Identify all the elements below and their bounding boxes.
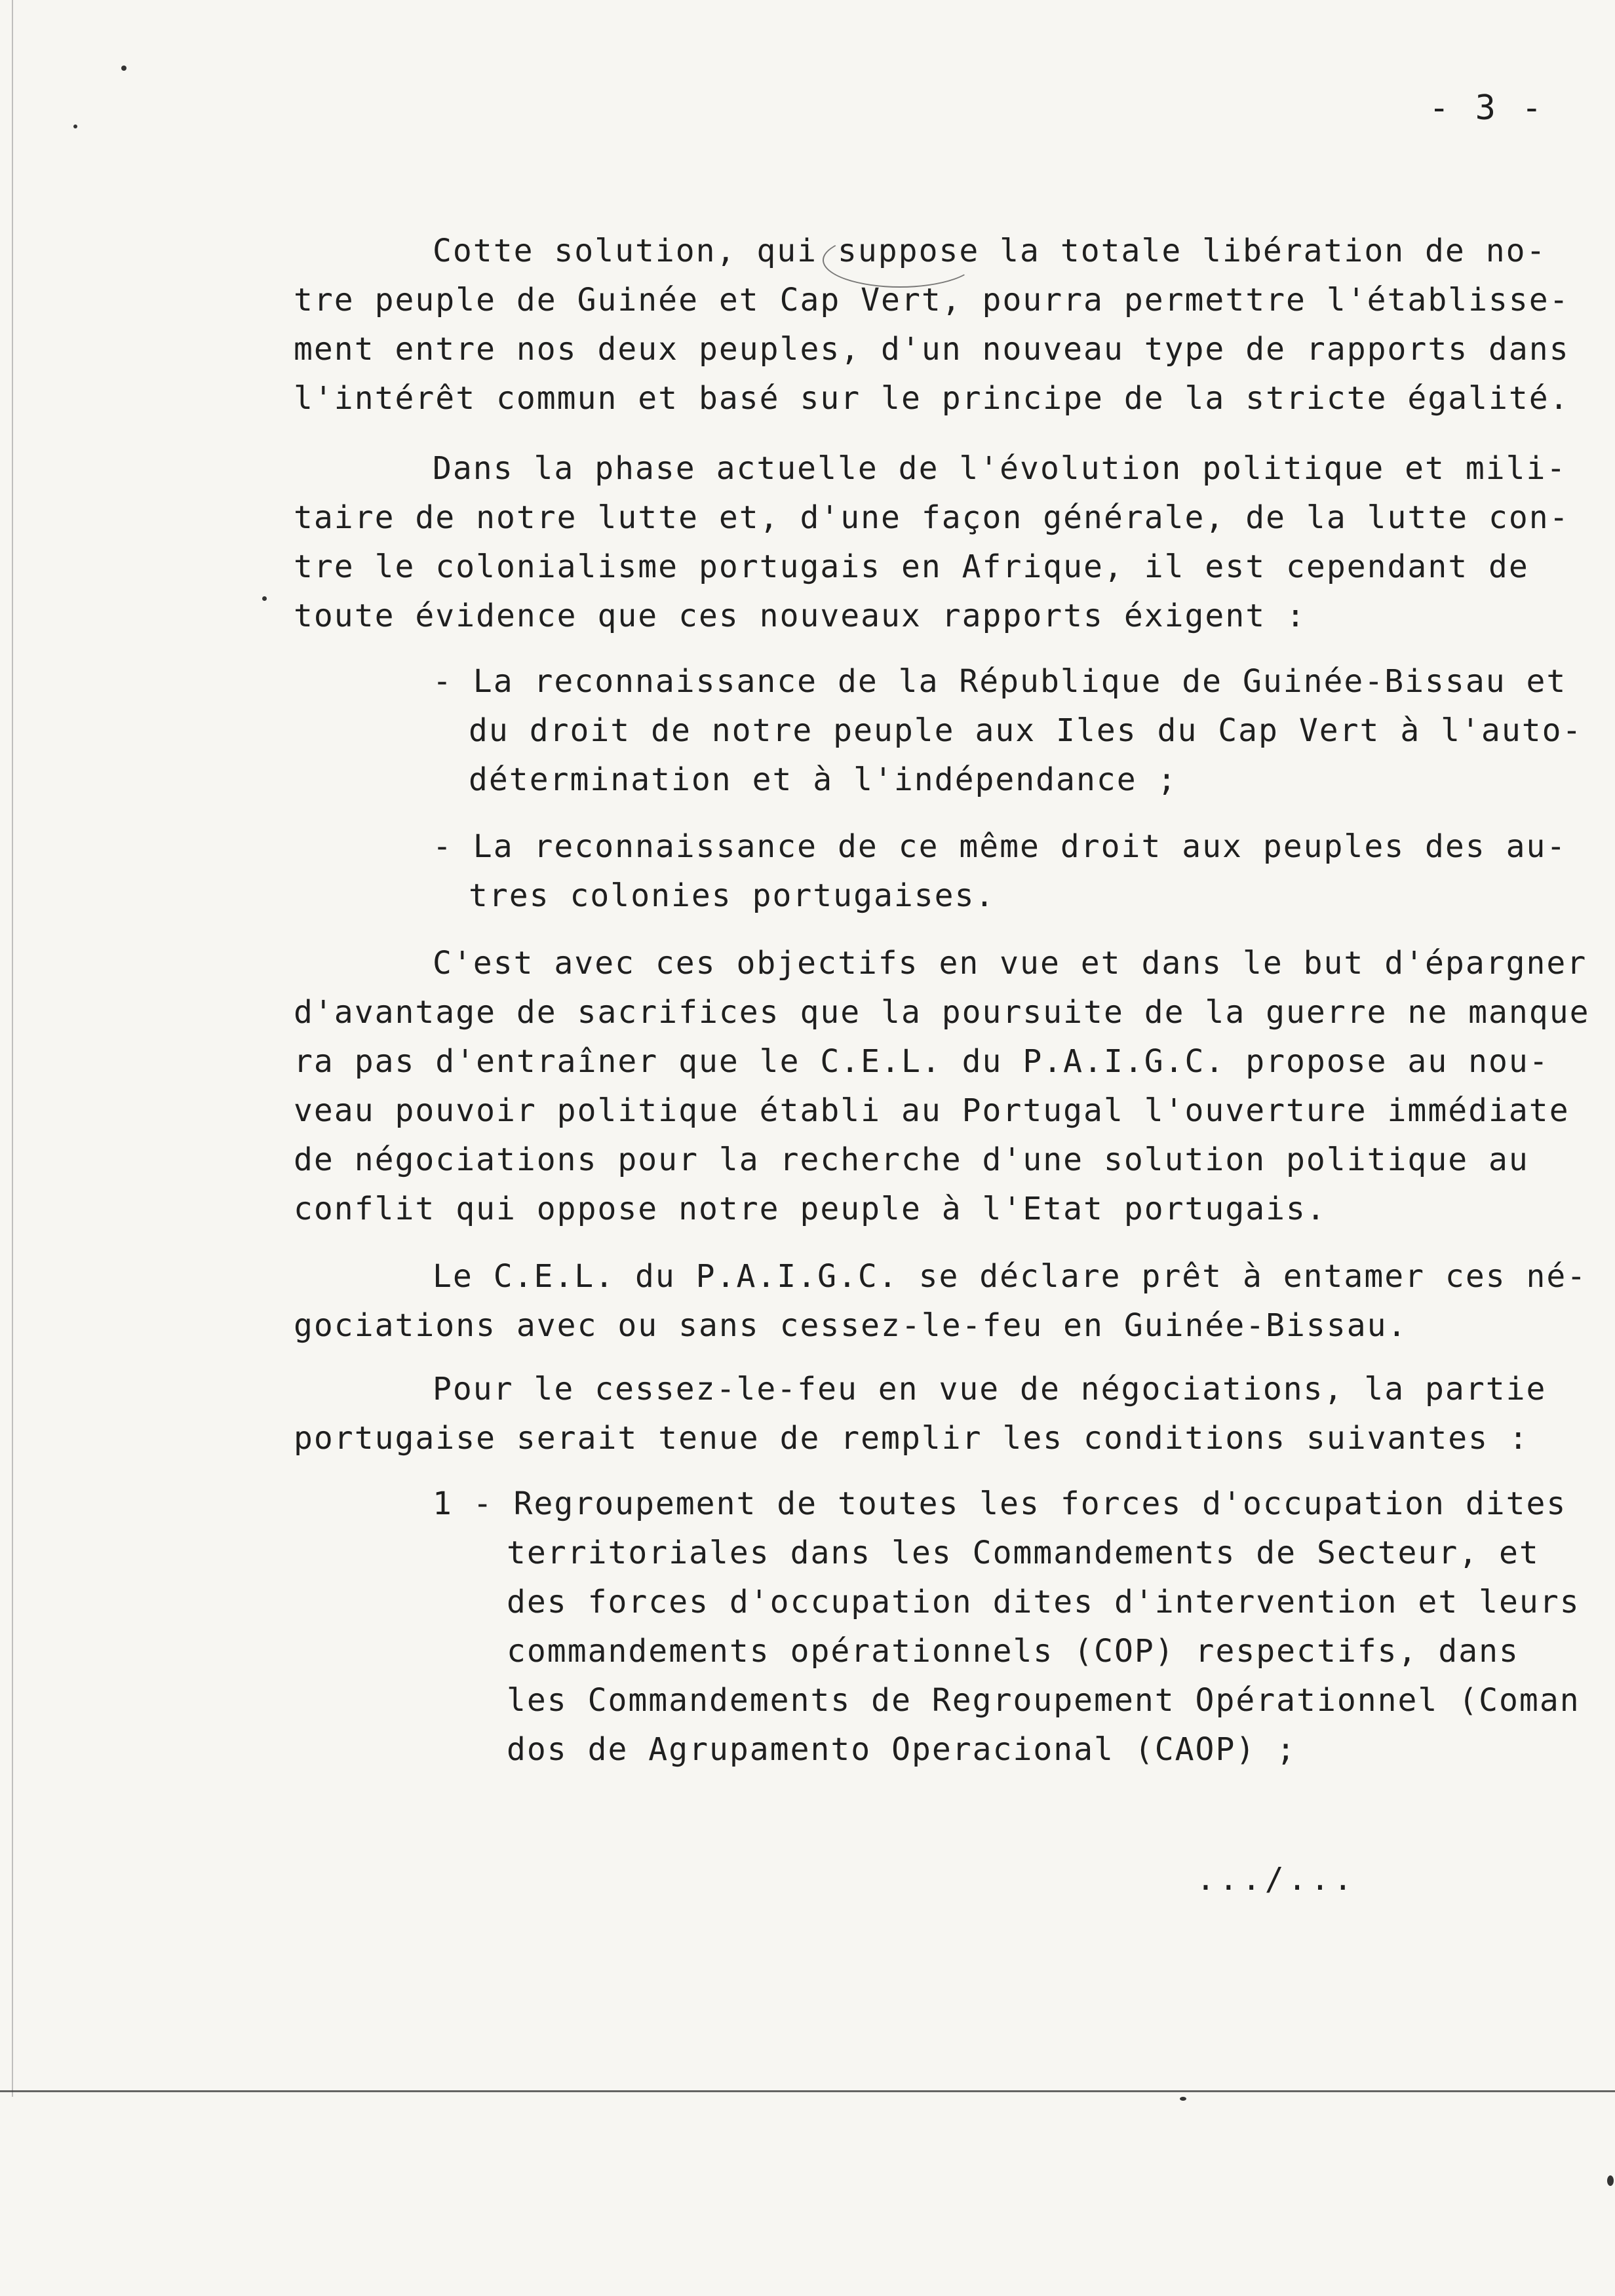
text-line: Dans la phase actuelle de l'évolution politique et mili- bbox=[433, 450, 1567, 487]
text-line: conflit qui oppose notre peuple à l'Etat portugais. bbox=[294, 1191, 1327, 1227]
text-line: l'intérêt commun et basé sur le principe de la stricte égalité. bbox=[294, 380, 1570, 417]
bullet-line: du droit de notre peuple aux Iles du Cap Vert à l'auto- bbox=[469, 712, 1583, 749]
text-line: ra pas d'entraîner que le C.E.L. du P.A.I.G.C. propose au nou- bbox=[294, 1043, 1549, 1080]
text-line: portugaise serait tenue de remplir les conditions suivantes : bbox=[294, 1420, 1529, 1457]
text-line: d'avantage de sacrifices que la poursuite de la guerre ne manque bbox=[294, 994, 1590, 1031]
text-line: ment entre nos deux peuples, d'un nouveau type de rapports dans bbox=[294, 331, 1570, 368]
bullet-line: - La reconnaissance de ce même droit aux peuples des au- bbox=[433, 828, 1567, 865]
text-line: C'est avec ces objectifs en vue et dans le but d'épargner bbox=[433, 945, 1587, 982]
text-line: Cotte solution, qui suppose la totale libération de no- bbox=[433, 233, 1547, 269]
scan-speck bbox=[1180, 2097, 1186, 2101]
numbered-item-line: les Commandements de Regroupement Opérationnel (Coman bbox=[507, 1682, 1580, 1719]
page-number: - 3 - bbox=[1429, 88, 1545, 128]
scan-speck bbox=[262, 596, 267, 601]
text-line: taire de notre lutte et, d'une façon générale, de la lutte con- bbox=[294, 499, 1570, 536]
text-line: veau pouvoir politique établi au Portugal l'ouverture immédiate bbox=[294, 1092, 1570, 1129]
bullet-line: - La reconnaissance de la République de Guinée-Bissau et bbox=[433, 663, 1567, 700]
text-line: Pour le cessez-le-feu en vue de négociations, la partie bbox=[433, 1371, 1547, 1407]
numbered-item-line: dos de Agrupamento Operacional (CAOP) ; bbox=[507, 1731, 1297, 1768]
text-line: de négociations pour la recherche d'une solution politique au bbox=[294, 1141, 1529, 1178]
left-margin-line bbox=[12, 0, 13, 2097]
scan-speck bbox=[121, 66, 126, 71]
text-line: gociations avec ou sans cessez-le-feu en Guinée-Bissau. bbox=[294, 1307, 1408, 1344]
scan-speck bbox=[73, 124, 77, 128]
text-line: tre le colonialisme portugais en Afrique, il est cependant de bbox=[294, 548, 1529, 585]
numbered-item-line: des forces d'occupation dites d'intervention et leurs bbox=[507, 1584, 1580, 1620]
bullet-line: détermination et à l'indépendance ; bbox=[469, 761, 1178, 798]
scan-speck bbox=[1607, 2175, 1614, 2186]
text-line: toute évidence que ces nouveaux rapports éxigent : bbox=[294, 598, 1306, 634]
numbered-item-line: 1 - Regroupement de toutes les forces d'occupation dites bbox=[433, 1485, 1567, 1522]
continuation-mark: .../... bbox=[1196, 1861, 1357, 1898]
bullet-line: tres colonies portugaises. bbox=[469, 877, 996, 914]
text-line: Le C.E.L. du P.A.I.G.C. se déclare prêt à entamer ces né- bbox=[433, 1258, 1587, 1295]
bottom-rule bbox=[0, 2090, 1615, 2092]
numbered-item-line: commandements opérationnels (COP) respectifs, dans bbox=[507, 1633, 1519, 1670]
text-line: tre peuple de Guinée et Cap Vert, pourra permettre l'établisse- bbox=[294, 282, 1570, 318]
numbered-item-line: territoriales dans les Commandements de Secteur, et bbox=[507, 1535, 1540, 1571]
